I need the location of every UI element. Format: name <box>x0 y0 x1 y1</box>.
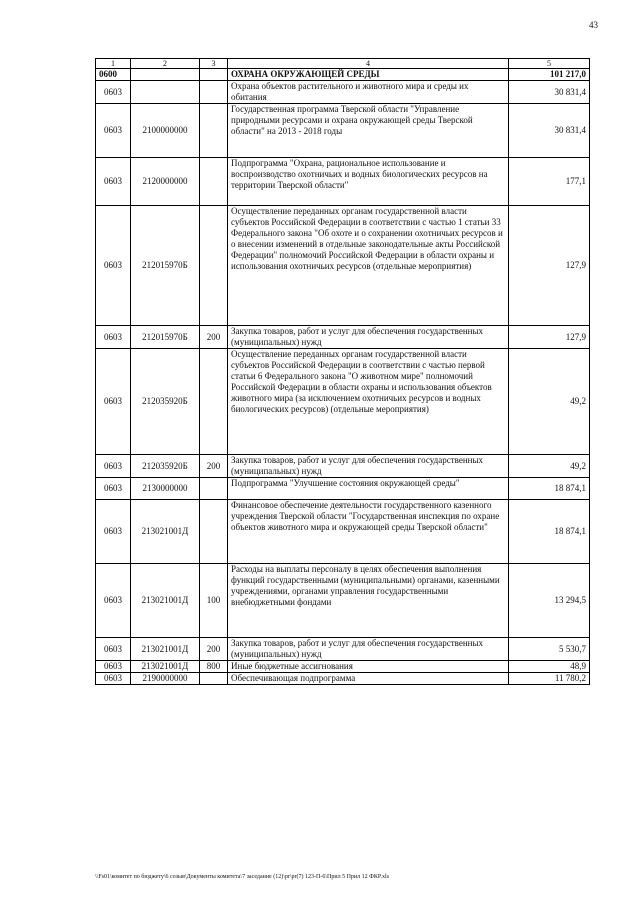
section-code-cell: 0603 <box>96 564 131 638</box>
budget-table <box>95 58 590 685</box>
target-article-cell: 212035920Б <box>131 455 200 478</box>
table-row <box>96 638 590 661</box>
table-row <box>96 478 590 500</box>
section-code-cell: 0603 <box>96 455 131 478</box>
amount-cell: 177,1 <box>509 158 590 206</box>
amount-cell: 5 530,7 <box>509 638 590 661</box>
target-article-cell: 213021001Д <box>131 661 200 673</box>
table-row <box>96 673 590 685</box>
amount-cell: 18 874,1 <box>509 500 590 564</box>
table-row <box>96 500 590 564</box>
target-article-cell: 212035920Б <box>131 349 200 455</box>
item-name-cell: Закупка товаров, работ и услуг для обеспечения государственных (муниципальных) нужд <box>228 326 509 349</box>
page-number: 43 <box>589 20 598 30</box>
target-article-cell: 213021001Д <box>131 500 200 564</box>
expense-type-cell: 200 <box>200 326 228 349</box>
amount-cell: 30 831,4 <box>509 104 590 158</box>
section-code-cell: 0603 <box>96 478 131 500</box>
section-code-cell: 0603 <box>96 638 131 661</box>
table-row <box>96 81 590 104</box>
amount-cell: 127,9 <box>509 206 590 326</box>
section-code-cell: 0603 <box>96 500 131 564</box>
amount-cell: 30 831,4 <box>509 81 590 104</box>
expense-type-cell: 800 <box>200 661 228 673</box>
section-code-cell: 0603 <box>96 326 131 349</box>
table-row <box>96 206 590 326</box>
item-name-cell: Расходы на выплаты персоналу в целях обеспечения выполнения функций государственными (муниципальными) органами, казенными учреждениями, органами управления государственными внебюджетными фондами <box>228 564 509 638</box>
table-row <box>96 69 590 81</box>
section-code-cell: 0603 <box>96 349 131 455</box>
section-code-cell: 0603 <box>96 81 131 104</box>
amount-cell: 49,2 <box>509 455 590 478</box>
table-row <box>96 104 590 158</box>
target-article-cell: 2190000000 <box>131 673 200 685</box>
expense-type-cell: 200 <box>200 638 228 661</box>
header-col-3: 3 <box>200 59 228 69</box>
section-code-cell: 0603 <box>96 104 131 158</box>
expense-type-cell: 100 <box>200 564 228 638</box>
table-row <box>96 564 590 638</box>
item-name-cell: Осуществление переданных органам государственной власти субъектов Российской Федерации в соответствии с частью 1 статьи 33 Федерального закона "Об охоте и о сохранении охотничьих ресурсов и о внесении изменений в отдельные законодательные акты Российской Федерации" полномочий Российской Федерации в области охраны и использования охотничьих ресурсов (отдельные мероприятия) <box>228 206 509 326</box>
table-row <box>96 455 590 478</box>
section-code-cell: 0600 <box>96 69 131 81</box>
target-article-cell: 212015970Б <box>131 326 200 349</box>
target-article-cell <box>131 69 200 81</box>
amount-cell: 49,2 <box>509 349 590 455</box>
amount-cell: 101 217,0 <box>509 69 590 81</box>
target-article-cell: 2130000000 <box>131 478 200 500</box>
amount-cell: 13 294,5 <box>509 564 590 638</box>
item-name-cell: Финансовое обеспечение деятельности государственного казенного учреждения Тверской области "Государственная инспекция по охране объектов животного мира и окружающей среды Тверской области" <box>228 500 509 564</box>
item-name-cell: Подпрограмма "Улучшение состояния окружающей среды" <box>228 478 509 500</box>
target-article-cell: 2100000000 <box>131 104 200 158</box>
item-name-cell: Закупка товаров, работ и услуг для обеспечения государственных (муниципальных) нужд <box>228 638 509 661</box>
expense-type-cell: 200 <box>200 455 228 478</box>
item-name-cell: Государственная программа Тверской области "Управление природными ресурсами и охрана окружающей среды Тверской области" на 2013 - 2018 годы <box>228 104 509 158</box>
amount-cell: 48,9 <box>509 661 590 673</box>
section-code-cell: 0603 <box>96 673 131 685</box>
header-col-4: 4 <box>228 59 509 69</box>
table-row <box>96 661 590 673</box>
amount-cell: 18 874,1 <box>509 478 590 500</box>
table-header-row <box>96 59 590 69</box>
item-name-cell: ОХРАНА ОКРУЖАЮЩЕЙ СРЕДЫ <box>228 69 509 81</box>
target-article-cell: 212015970Б <box>131 206 200 326</box>
target-article-cell: 2120000000 <box>131 158 200 206</box>
item-name-cell: Подпрограмма "Охрана, рациональное использование и воспроизводство охотничьих и водных биологических ресурсов на территории Тверской области" <box>228 158 509 206</box>
item-name-cell: Иные бюджетные ассигнования <box>228 661 509 673</box>
header-col-5: 5 <box>509 59 590 69</box>
target-article-cell: 213021001Д <box>131 564 200 638</box>
header-col-1: 1 <box>96 59 131 69</box>
amount-cell: 127,9 <box>509 326 590 349</box>
item-name-cell: Охрана объектов растительного и животного мира и среды их обитания <box>228 81 509 104</box>
table-row <box>96 349 590 455</box>
target-article-cell: 213021001Д <box>131 638 200 661</box>
expense-type-cell <box>200 673 228 685</box>
header-col-2: 2 <box>131 59 200 69</box>
target-article-cell <box>131 81 200 104</box>
amount-cell: 11 780,2 <box>509 673 590 685</box>
expense-type-cell <box>200 69 228 81</box>
expense-type-cell <box>200 81 228 104</box>
expense-type-cell <box>200 206 228 326</box>
expense-type-cell <box>200 478 228 500</box>
item-name-cell: Закупка товаров, работ и услуг для обеспечения государственных (муниципальных) нужд <box>228 455 509 478</box>
table-row <box>96 158 590 206</box>
table-row <box>96 326 590 349</box>
file-path-footer: \\Fs01\комитет по бюджету\6 созыв\Документы комитета\7 заседание (12)\pr\pr(7) 123-П-6\Прил 5 Прил 12 ФКР.xls <box>95 874 389 880</box>
expense-type-cell <box>200 500 228 564</box>
expense-type-cell <box>200 158 228 206</box>
section-code-cell: 0603 <box>96 206 131 326</box>
section-code-cell: 0603 <box>96 661 131 673</box>
item-name-cell: Обеспечивающая подпрограмма <box>228 673 509 685</box>
item-name-cell: Осуществление переданных органам государственной власти субъектов Российской Федерации в соответствии с частью первой статьи 6 Федерального закона "О животном мире" полномочий Российской Федерации в области охраны и использования объектов животного мира (за исключением охотничьих ресурсов и водных биологических ресурсов) (отдельные мероприятия) <box>228 349 509 455</box>
budget-table-body <box>96 59 590 685</box>
expense-type-cell <box>200 104 228 158</box>
section-code-cell: 0603 <box>96 158 131 206</box>
expense-type-cell <box>200 349 228 455</box>
